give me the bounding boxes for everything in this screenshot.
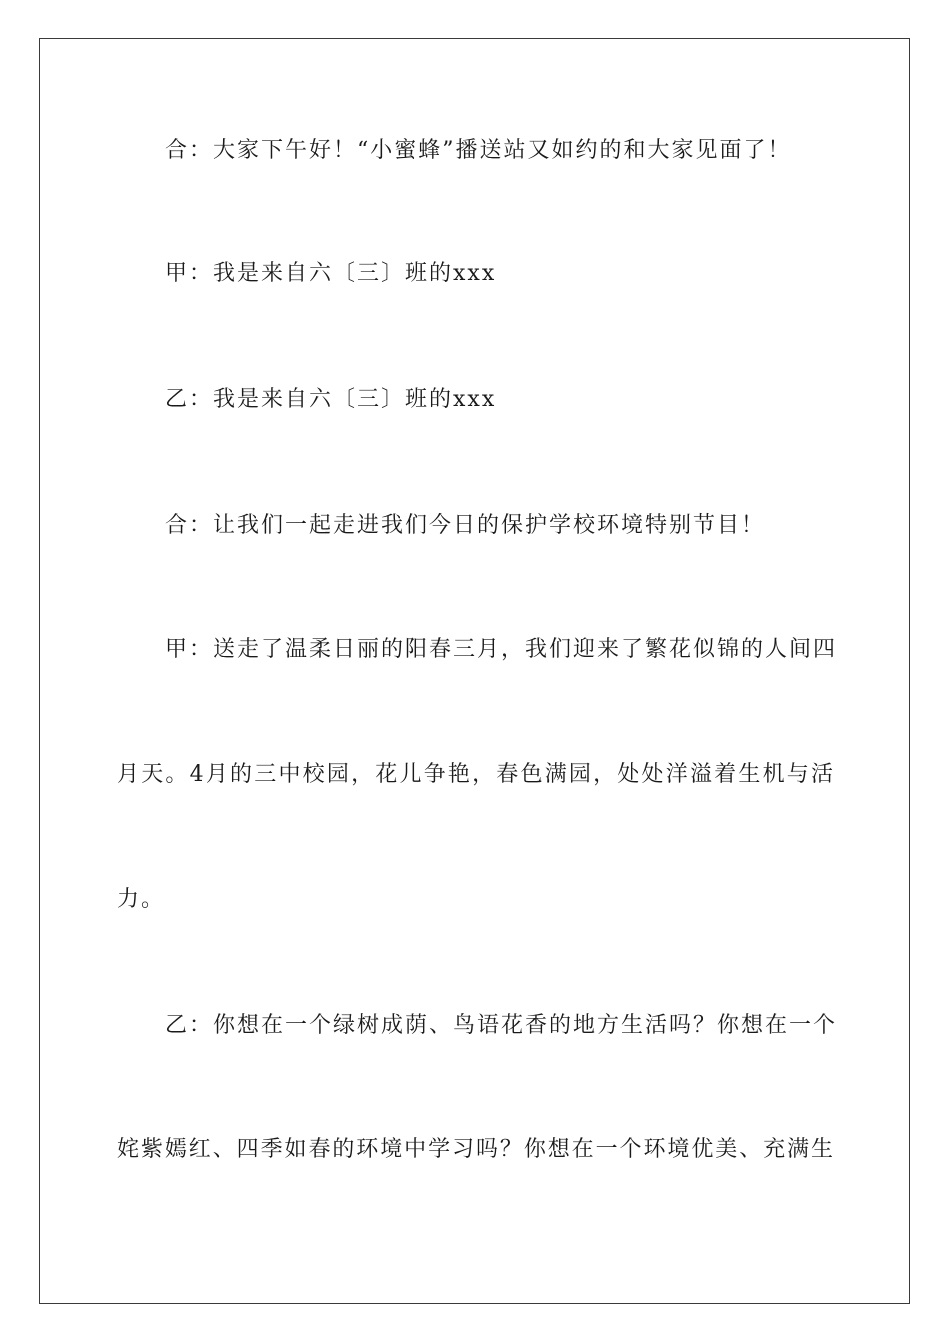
paragraph-line-2: 甲：我是来自六〔三〕班的xxx xyxy=(165,261,497,286)
page-border xyxy=(39,38,910,1304)
paragraph-line-4: 合：让我们一起走进我们今日的保护学校环境特别节目！ xyxy=(165,513,766,538)
paragraph-line-6: 月天。4月的三中校园，花儿争艳，春色满园，处处洋溢着生机与活 xyxy=(117,762,833,787)
paragraph-line-3: 乙：我是来自六〔三〕班的xxx xyxy=(165,387,497,412)
paragraph-line-9: 姹紫嫣红、四季如春的环境中学习吗？你想在一个环境优美、充满生 xyxy=(117,1137,833,1162)
paragraph-line-7: 力。 xyxy=(117,887,166,912)
paragraph-line-5: 甲：送走了温柔日丽的阳春三月，我们迎来了繁花似锦的人间四 xyxy=(165,637,838,662)
paragraph-line-1: 合：大家下午好！“小蜜蜂”播送站又如约的和大家见面了！ xyxy=(165,138,792,163)
paragraph-line-8: 乙：你想在一个绿树成荫、鸟语花香的地方生活吗？你想在一个 xyxy=(165,1013,838,1038)
